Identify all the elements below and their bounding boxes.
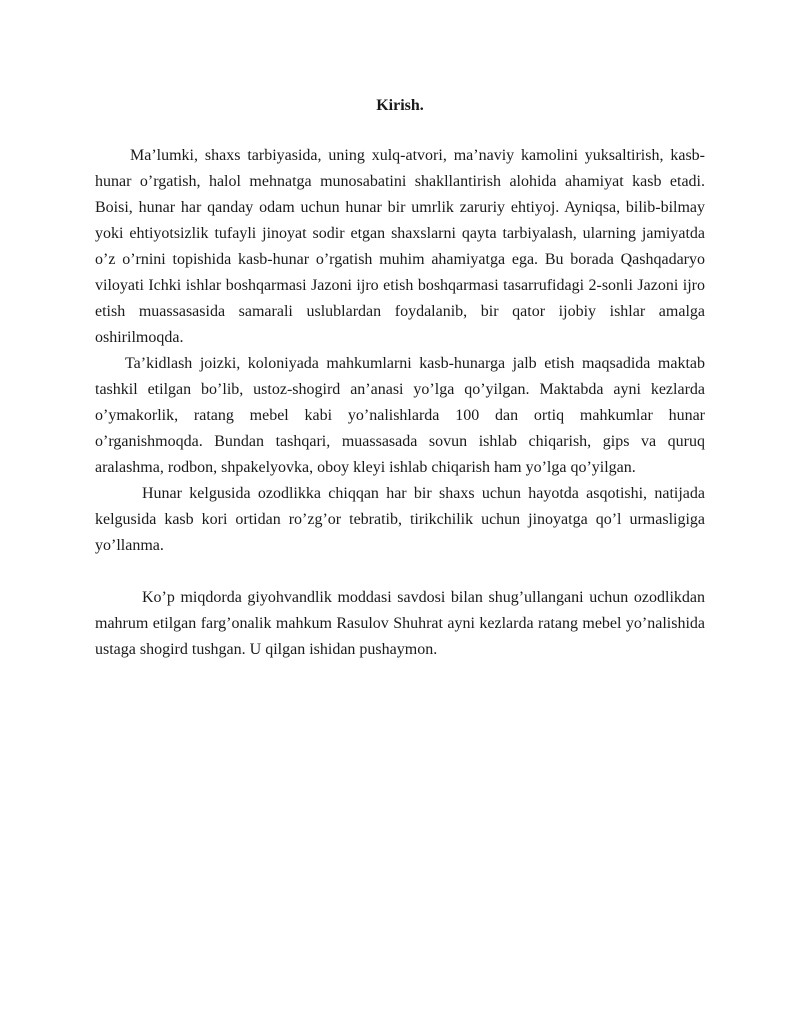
paragraph-intro: Ma’lumki, shaxs tarbiyasida, uning xulq-atvori, ma’naviy kamolini yuksaltirish, kasb-hunar o’rgatish, halol mehnatga munosabatini shakllantirish alohida ahamiyat kasb etadi. Boisi, hunar har qanday odam uchun hunar bir umrlik zaruriy ehtiyoj. Ayniqsa, bilib-bilmay yoki ehtiyotsizlik tufayli jinoyat sodir etgan shaxslarni qayta tarbiyalash, ularning jamiyatda o’z o’rnini topishida kasb-hunar o’rgatish muhim ahamiyatga ega. Bu borada Qashqadaryo viloyati Ichki ishlar boshqarmasi Jazoni ijro etish boshqarmasi tasarrufidagi 2-sonli Jazoni ijro etish muassasasida samarali uslublardan foydalanib, bir qator ijobiy ishlar amalga oshirilmoqda. — [95, 147, 705, 346]
paragraph-colony-school: Ta’kidlash joizki, koloniyada mahkumlarni kasb-hunarga jalb etish maqsadida maktab tashkil etilgan bo’lib, ustoz-shogird an’anasi yo’lga qo’yilgan. Maktabda ayni kezlarda o’ymakorlik, ratang mebel kabi yo’nalishlarda 100 dan ortiq mahkumlar hunar o’rganishmoqda. Bundan tashqari, muassasada sovun ishlab chiqarish, gips va quruq aralashma, rodbon, shpakelyovka, oboy kleyi ishlab chiqarish ham yo’lga qo’yilgan. — [95, 355, 705, 476]
paragraph-trade-future: Hunar kelgusida ozodlikka chiqqan har bir shaxs uchun hayotda asqotishi, natijada kelgusida kasb kori ortidan ro’zg’or tebratib, tirikchilik uchun jinoyatga qo’l urmasligiga yo’llanma. — [95, 485, 705, 554]
paragraph-inmate-story: Ko’p miqdorda giyohvandlik moddasi savdosi bilan shug’ullangani uchun ozodlikdan mahrum etilgan farg’onalik mahkum Rasulov Shuhrat ayni kezlarda ratang mebel yo’nalishida ustaga shogird tushgan. U qilgan ishidan pushaymon. — [95, 589, 705, 658]
document-title: Kirish. — [376, 97, 424, 114]
paragraph-spacer — [95, 559, 705, 585]
document-body — [95, 95, 705, 663]
